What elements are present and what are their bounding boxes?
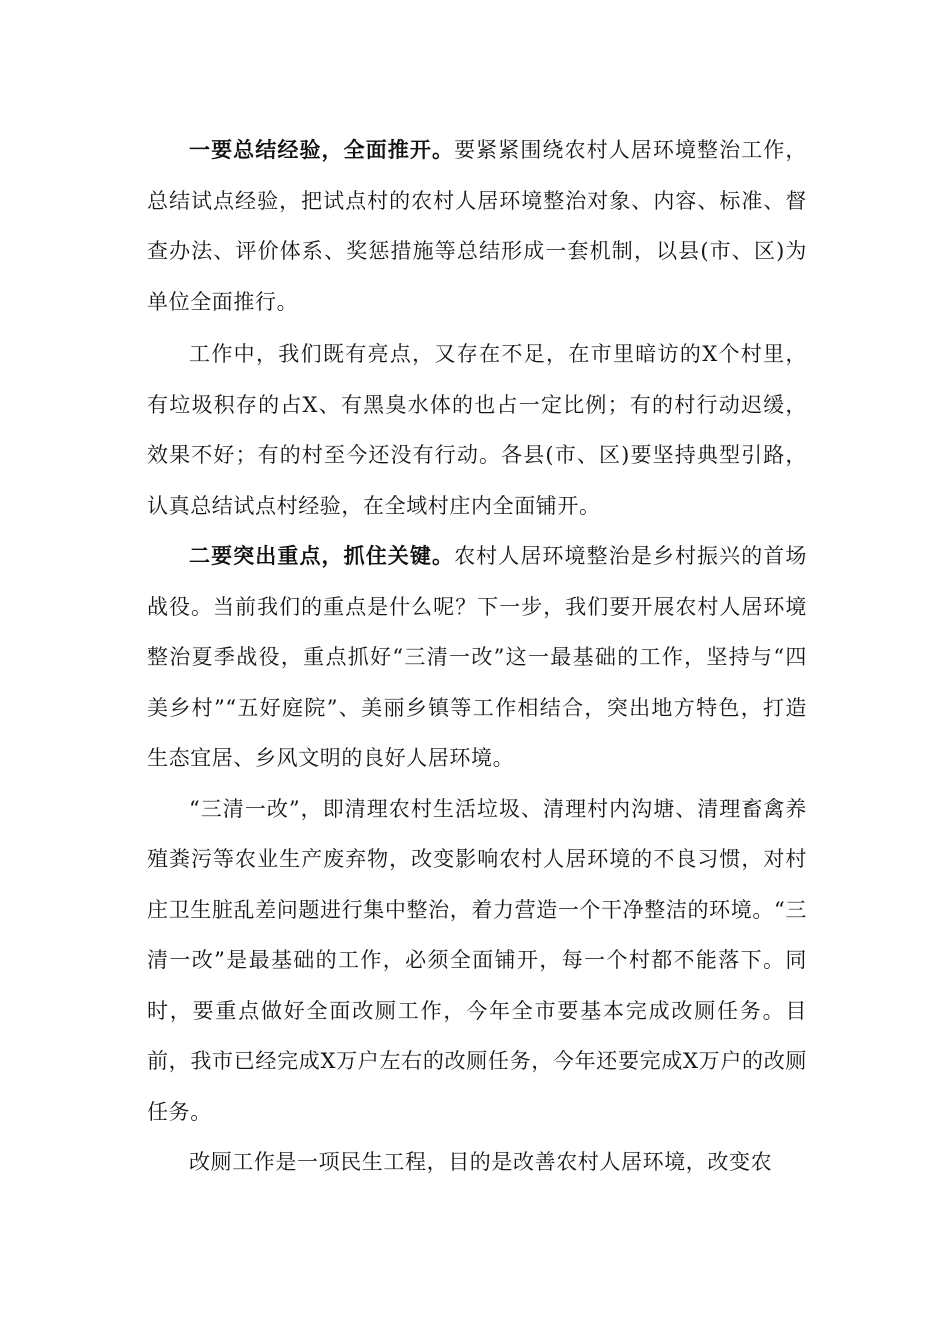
paragraph-text: 改厕工作是一项民生工程，目的是改善农村人居环境，改变农 <box>189 1150 773 1174</box>
document-body <box>147 125 807 1188</box>
paragraph-text: 工作中，我们既有亮点，又存在不足，在市里暗访的X个村里，有垃圾积存的占X、有黑臭水体的也占一定比例；有的村行动迟缓，效果不好；有的村至今还没有行动。各县(市、区)要坚持典型引路，认真总结试点村经验，在全域村庄内全面铺开。 <box>147 342 807 518</box>
paragraph-text: 要紧紧围绕农村人居环境整治工作，总结试点经验，把试点村的农村人居环境整治对象、内容、标准、督查办法、评价体系、奖惩措施等总结形成一套机制，以县(市、区)为单位全面推行。 <box>147 138 807 314</box>
paragraph-lead-heading: 一要总结经验，全面推开。 <box>189 138 455 162</box>
paragraph-focus-key-points <box>147 531 807 784</box>
paragraph-work-status <box>147 329 807 531</box>
paragraph-summarize-experience <box>147 125 807 327</box>
paragraph-text: “三清一改”，即清理农村生活垃圾、清理村内沟塘、清理畜禽养殖粪污等农业生产废弃物，改变影响农村人居环境的不良习惯，对村庄卫生脏乱差问题进行集中整治，着力营造一个干净整洁的环境。“三清一改”是最基础的工作，必须全面铺开，每一个村都不能落下。同时，要重点做好全面改厕工作，今年全市要基本完成改厕任务。目前，我市已经完成X万户左右的改厕任务，今年还要完成X万户的改厕任务。 <box>147 796 807 1124</box>
paragraph-lead-heading: 二要突出重点，抓住关键。 <box>189 544 455 568</box>
paragraph-toilet-renovation <box>147 1137 807 1188</box>
paragraph-three-cleans-one-change <box>147 784 807 1138</box>
paragraph-text: 农村人居环境整治是乡村振兴的首场战役。当前我们的重点是什么呢？下一步，我们要开展农村人居环境整治夏季战役，重点抓好“三清一改”这一最基础的工作，坚持与“四美乡村”“五好庭院”、美丽乡镇等工作相结合，突出地方特色，打造生态宜居、乡风文明的良好人居环境。 <box>147 544 807 770</box>
